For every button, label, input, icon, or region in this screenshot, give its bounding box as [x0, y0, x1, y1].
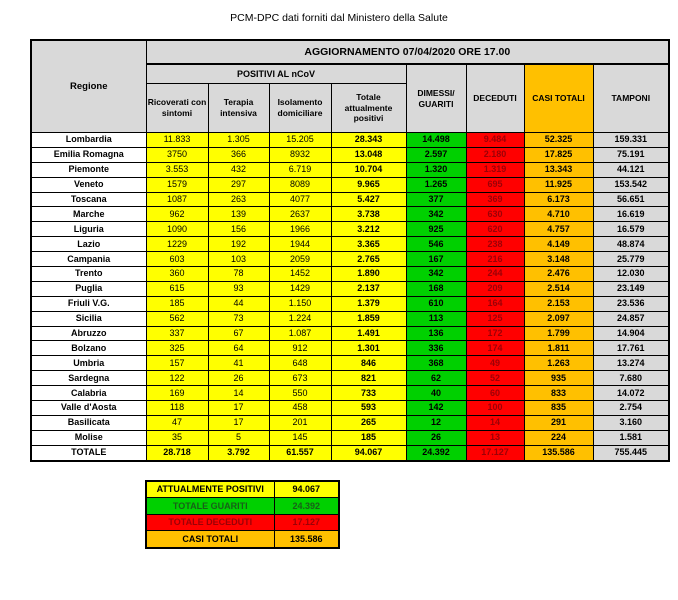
data-cell: 1.491 — [331, 326, 406, 341]
data-cell: 755.445 — [593, 445, 669, 460]
data-cell: 201 — [269, 415, 331, 430]
data-cell: 648 — [269, 356, 331, 371]
table-row — [31, 415, 669, 430]
summary-label: TOTALE GUARITI — [146, 498, 274, 515]
data-cell: 49 — [466, 356, 524, 371]
summary-row-green — [146, 498, 339, 515]
data-cell: 14 — [208, 386, 269, 401]
data-cell: 2.514 — [524, 281, 593, 296]
summary-label: CASI TOTALI — [146, 531, 274, 548]
data-cell: 16.579 — [593, 222, 669, 237]
data-cell: 28.343 — [331, 133, 406, 148]
data-cell: 835 — [524, 401, 593, 416]
data-cell: 5 — [208, 430, 269, 445]
table-row — [31, 371, 669, 386]
data-cell: 1429 — [269, 281, 331, 296]
data-cell: 73 — [208, 311, 269, 326]
data-cell: 1.263 — [524, 356, 593, 371]
data-cell: 17.825 — [524, 147, 593, 162]
table-row — [31, 356, 669, 371]
data-cell: 75.191 — [593, 147, 669, 162]
data-cell: 185 — [331, 430, 406, 445]
data-cell: 4077 — [269, 192, 331, 207]
totale-row — [31, 445, 669, 460]
table-row — [31, 386, 669, 401]
data-cell: 673 — [269, 371, 331, 386]
table-body — [31, 133, 669, 461]
data-cell: 9.965 — [331, 177, 406, 192]
region-name: Abruzzo — [31, 326, 146, 341]
data-cell: 10.704 — [331, 162, 406, 177]
data-cell: 593 — [331, 401, 406, 416]
data-cell: 336 — [406, 341, 466, 356]
summary-table — [145, 480, 340, 549]
region-name: Sicilia — [31, 311, 146, 326]
region-name: Lazio — [31, 237, 146, 252]
data-cell: 2.754 — [593, 401, 669, 416]
data-cell: 833 — [524, 386, 593, 401]
data-cell: 562 — [146, 311, 208, 326]
data-cell: 5.427 — [331, 192, 406, 207]
data-cell: 369 — [466, 192, 524, 207]
data-cell: 2.137 — [331, 281, 406, 296]
data-cell: 342 — [406, 207, 466, 222]
data-cell: 238 — [466, 237, 524, 252]
data-cell: 368 — [406, 356, 466, 371]
data-cell: 172 — [466, 326, 524, 341]
data-cell: 224 — [524, 430, 593, 445]
data-cell: 3.212 — [331, 222, 406, 237]
data-cell: 157 — [146, 356, 208, 371]
data-cell: 3.792 — [208, 445, 269, 460]
data-cell: 1.799 — [524, 326, 593, 341]
data-cell: 1.320 — [406, 162, 466, 177]
data-cell: 14.498 — [406, 133, 466, 148]
data-cell: 1.581 — [593, 430, 669, 445]
data-cell: 24.392 — [406, 445, 466, 460]
summary-label: TOTALE DECEDUTI — [146, 514, 274, 531]
data-cell: 244 — [466, 267, 524, 282]
data-cell: 366 — [208, 147, 269, 162]
data-cell: 168 — [406, 281, 466, 296]
data-cell: 26 — [406, 430, 466, 445]
data-cell: 48.874 — [593, 237, 669, 252]
data-cell: 962 — [146, 207, 208, 222]
data-cell: 156 — [208, 222, 269, 237]
table-row — [31, 133, 669, 148]
region-name: Bolzano — [31, 341, 146, 356]
ricoverati-header: Ricoverati con sintomi — [146, 84, 208, 133]
table-row — [31, 341, 669, 356]
data-cell: 61.557 — [269, 445, 331, 460]
table-row — [31, 326, 669, 341]
table-row — [31, 147, 669, 162]
data-cell: 1.890 — [331, 267, 406, 282]
data-cell: 377 — [406, 192, 466, 207]
data-cell: 12 — [406, 415, 466, 430]
table-row — [31, 162, 669, 177]
data-cell: 40 — [406, 386, 466, 401]
region-name: Sardegna — [31, 371, 146, 386]
data-cell: 113 — [406, 311, 466, 326]
data-cell: 174 — [466, 341, 524, 356]
summary-row-yellow — [146, 481, 339, 498]
covid-regions-table — [30, 39, 670, 462]
data-cell: 1.087 — [269, 326, 331, 341]
summary-value: 94.067 — [274, 481, 339, 498]
data-cell: 1.811 — [524, 341, 593, 356]
data-cell: 3.553 — [146, 162, 208, 177]
data-cell: 1.859 — [331, 311, 406, 326]
data-cell: 1.319 — [466, 162, 524, 177]
data-cell: 17 — [208, 415, 269, 430]
data-cell: 337 — [146, 326, 208, 341]
data-cell: 192 — [208, 237, 269, 252]
data-cell: 139 — [208, 207, 269, 222]
data-cell: 169 — [146, 386, 208, 401]
table-row — [31, 311, 669, 326]
region-name: Marche — [31, 207, 146, 222]
data-cell: 2.153 — [524, 296, 593, 311]
data-cell: 912 — [269, 341, 331, 356]
data-cell: 1.379 — [331, 296, 406, 311]
data-cell: 3.160 — [593, 415, 669, 430]
page-title: PCM-DPC dati forniti dal Ministero della Salute — [230, 12, 448, 24]
casi-totali-header: CASI TOTALI — [524, 64, 593, 133]
data-cell: 9.484 — [466, 133, 524, 148]
data-cell: 13.343 — [524, 162, 593, 177]
data-cell: 136 — [406, 326, 466, 341]
data-cell: 1229 — [146, 237, 208, 252]
totale-label: TOTALE — [31, 445, 146, 460]
region-name: Friuli V.G. — [31, 296, 146, 311]
data-cell: 2.180 — [466, 147, 524, 162]
data-cell: 265 — [331, 415, 406, 430]
data-cell: 7.680 — [593, 371, 669, 386]
data-cell: 28.718 — [146, 445, 208, 460]
data-cell: 60 — [466, 386, 524, 401]
data-cell: 13.048 — [331, 147, 406, 162]
table-row — [31, 177, 669, 192]
region-name: Molise — [31, 430, 146, 445]
data-cell: 3.365 — [331, 237, 406, 252]
data-cell: 432 — [208, 162, 269, 177]
region-name: Emilia Romagna — [31, 147, 146, 162]
data-cell: 47 — [146, 415, 208, 430]
isolamento-header: Isolamento domiciliare — [269, 84, 331, 133]
data-cell: 14.072 — [593, 386, 669, 401]
data-cell: 615 — [146, 281, 208, 296]
data-cell: 17.127 — [466, 445, 524, 460]
table-row — [31, 237, 669, 252]
data-cell: 159.331 — [593, 133, 669, 148]
data-cell: 12.030 — [593, 267, 669, 282]
region-name: Campania — [31, 252, 146, 267]
tamponi-header: TAMPONI — [593, 64, 669, 133]
data-cell: 620 — [466, 222, 524, 237]
summary-value: 24.392 — [274, 498, 339, 515]
data-cell: 216 — [466, 252, 524, 267]
table-row — [31, 430, 669, 445]
data-cell: 17 — [208, 401, 269, 416]
data-cell: 11.925 — [524, 177, 593, 192]
data-cell: 3750 — [146, 147, 208, 162]
data-cell: 291 — [524, 415, 593, 430]
data-cell: 4.757 — [524, 222, 593, 237]
table-row — [31, 296, 669, 311]
region-name: Liguria — [31, 222, 146, 237]
data-cell: 342 — [406, 267, 466, 282]
data-cell: 3.148 — [524, 252, 593, 267]
data-cell: 1087 — [146, 192, 208, 207]
totale-positivi-header: Totale attualmente positivi — [331, 84, 406, 133]
data-cell: 8089 — [269, 177, 331, 192]
data-cell: 41 — [208, 356, 269, 371]
data-cell: 458 — [269, 401, 331, 416]
data-cell: 185 — [146, 296, 208, 311]
data-cell: 1966 — [269, 222, 331, 237]
data-cell: 64 — [208, 341, 269, 356]
table-row — [31, 192, 669, 207]
data-cell: 52.325 — [524, 133, 593, 148]
data-cell: 2.597 — [406, 147, 466, 162]
data-cell: 23.149 — [593, 281, 669, 296]
summary-row-red — [146, 514, 339, 531]
data-cell: 550 — [269, 386, 331, 401]
data-cell: 6.719 — [269, 162, 331, 177]
data-cell: 3.738 — [331, 207, 406, 222]
header-row-update — [31, 40, 669, 64]
data-cell: 44 — [208, 296, 269, 311]
data-cell: 297 — [208, 177, 269, 192]
summary-body — [146, 481, 339, 548]
data-cell: 2.765 — [331, 252, 406, 267]
data-cell: 1452 — [269, 267, 331, 282]
terapia-intensiva-header: Terapia intensiva — [208, 84, 269, 133]
data-cell: 695 — [466, 177, 524, 192]
data-cell: 263 — [208, 192, 269, 207]
table-row — [31, 401, 669, 416]
data-cell: 610 — [406, 296, 466, 311]
data-cell: 26 — [208, 371, 269, 386]
data-cell: 209 — [466, 281, 524, 296]
region-column-header: Regione — [31, 40, 146, 133]
data-cell: 35 — [146, 430, 208, 445]
data-cell: 1.224 — [269, 311, 331, 326]
positivi-group-header: POSITIVI AL nCoV — [146, 64, 406, 84]
data-cell: 24.857 — [593, 311, 669, 326]
data-cell: 360 — [146, 267, 208, 282]
data-cell: 52 — [466, 371, 524, 386]
data-cell: 67 — [208, 326, 269, 341]
data-cell: 2.097 — [524, 311, 593, 326]
summary-row-orange — [146, 531, 339, 548]
region-name: Puglia — [31, 281, 146, 296]
data-cell: 153.542 — [593, 177, 669, 192]
data-cell: 17.761 — [593, 341, 669, 356]
data-cell: 546 — [406, 237, 466, 252]
data-cell: 135.586 — [524, 445, 593, 460]
data-cell: 603 — [146, 252, 208, 267]
data-cell: 118 — [146, 401, 208, 416]
data-cell: 2.476 — [524, 267, 593, 282]
data-cell: 846 — [331, 356, 406, 371]
data-cell: 2637 — [269, 207, 331, 222]
data-cell: 164 — [466, 296, 524, 311]
data-cell: 16.619 — [593, 207, 669, 222]
data-cell: 925 — [406, 222, 466, 237]
data-cell: 62 — [406, 371, 466, 386]
region-name: Valle d'Aosta — [31, 401, 146, 416]
region-name: Basilicata — [31, 415, 146, 430]
data-cell: 1.265 — [406, 177, 466, 192]
data-cell: 1944 — [269, 237, 331, 252]
region-name: Trento — [31, 267, 146, 282]
summary-value: 135.586 — [274, 531, 339, 548]
data-cell: 94.067 — [331, 445, 406, 460]
data-cell: 93 — [208, 281, 269, 296]
data-cell: 935 — [524, 371, 593, 386]
data-cell: 1.301 — [331, 341, 406, 356]
data-cell: 630 — [466, 207, 524, 222]
data-cell: 122 — [146, 371, 208, 386]
data-cell: 1090 — [146, 222, 208, 237]
data-cell: 23.536 — [593, 296, 669, 311]
region-name: Piemonte — [31, 162, 146, 177]
data-cell: 4.149 — [524, 237, 593, 252]
data-cell: 1.150 — [269, 296, 331, 311]
table-row — [31, 207, 669, 222]
dimessi-guariti-header: DIMESSI/ GUARITI — [406, 64, 466, 133]
data-cell: 325 — [146, 341, 208, 356]
data-cell: 6.173 — [524, 192, 593, 207]
data-cell: 103 — [208, 252, 269, 267]
data-cell: 25.779 — [593, 252, 669, 267]
data-cell: 125 — [466, 311, 524, 326]
data-cell: 167 — [406, 252, 466, 267]
summary-value: 17.127 — [274, 514, 339, 531]
region-name: Umbria — [31, 356, 146, 371]
region-name: Calabria — [31, 386, 146, 401]
data-cell: 821 — [331, 371, 406, 386]
summary-label: ATTUALMENTE POSITIVI — [146, 481, 274, 498]
table-row — [31, 281, 669, 296]
data-cell: 11.833 — [146, 133, 208, 148]
data-cell: 14 — [466, 415, 524, 430]
region-name: Veneto — [31, 177, 146, 192]
data-cell: 44.121 — [593, 162, 669, 177]
data-cell: 8932 — [269, 147, 331, 162]
data-cell: 13.274 — [593, 356, 669, 371]
table-row — [31, 222, 669, 237]
data-cell: 56.651 — [593, 192, 669, 207]
data-cell: 145 — [269, 430, 331, 445]
deceduti-header: DECEDUTI — [466, 64, 524, 133]
data-cell: 1.305 — [208, 133, 269, 148]
table-row — [31, 252, 669, 267]
data-cell: 4.710 — [524, 207, 593, 222]
table-row — [31, 267, 669, 282]
data-cell: 2059 — [269, 252, 331, 267]
region-name: Toscana — [31, 192, 146, 207]
data-cell: 733 — [331, 386, 406, 401]
region-name: Lombardia — [31, 133, 146, 148]
data-cell: 1579 — [146, 177, 208, 192]
data-cell: 100 — [466, 401, 524, 416]
update-header: AGGIORNAMENTO 07/04/2020 ORE 17.00 — [146, 40, 669, 64]
data-cell: 78 — [208, 267, 269, 282]
data-cell: 14.904 — [593, 326, 669, 341]
data-cell: 13 — [466, 430, 524, 445]
data-cell: 15.205 — [269, 133, 331, 148]
data-cell: 142 — [406, 401, 466, 416]
